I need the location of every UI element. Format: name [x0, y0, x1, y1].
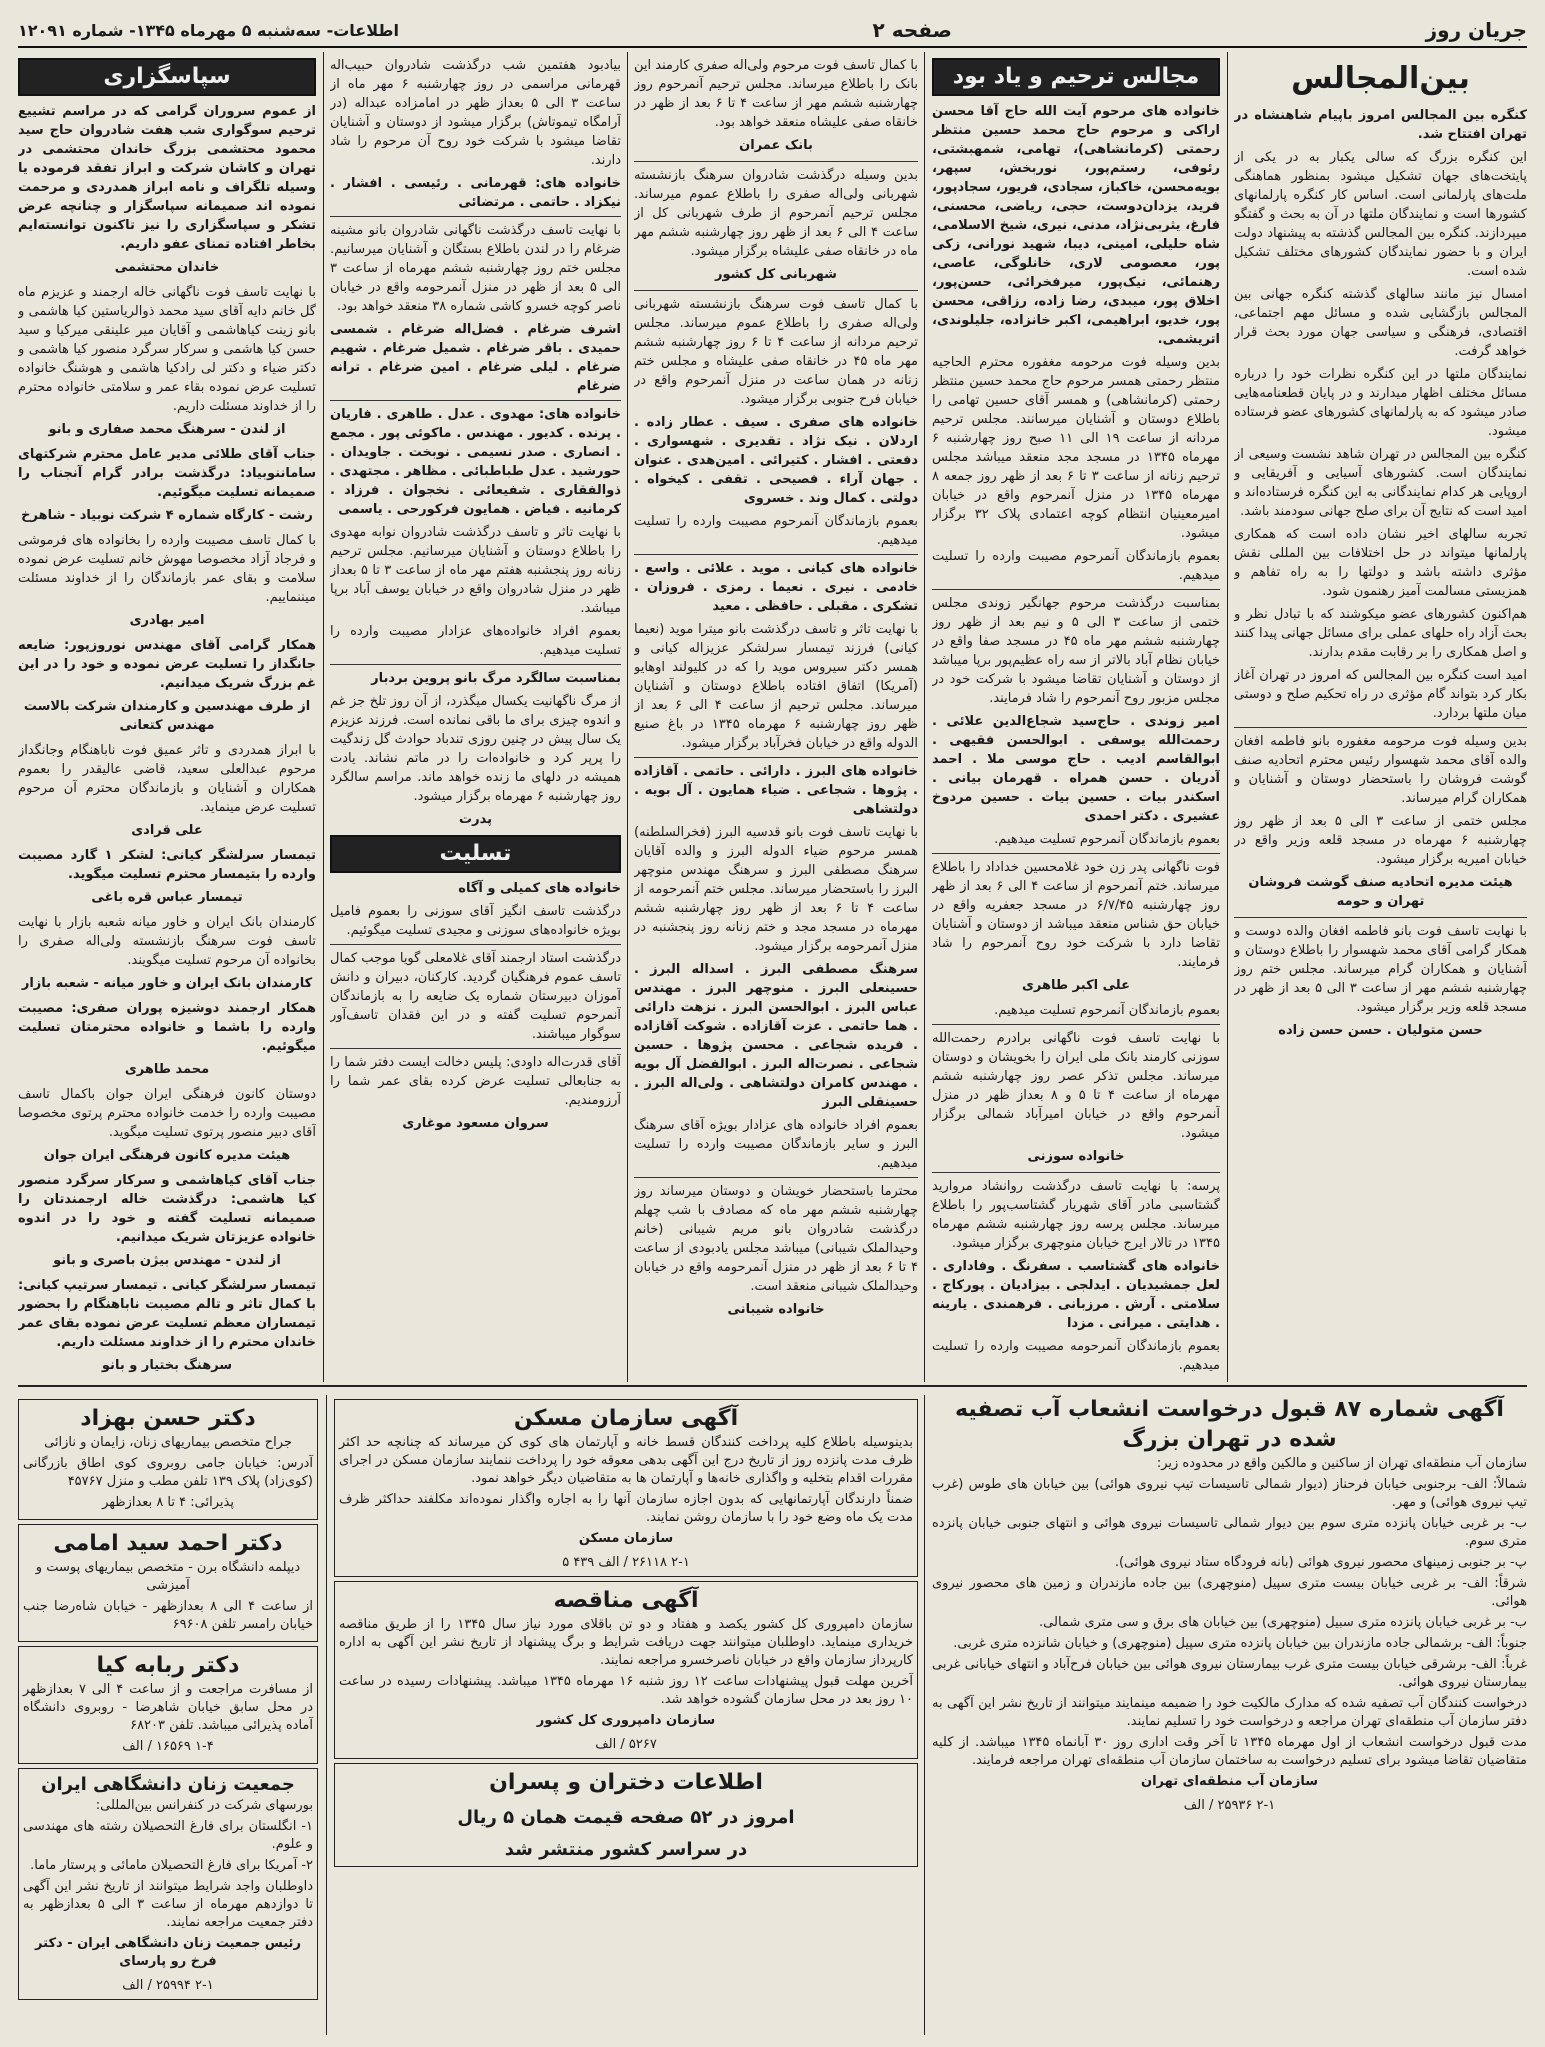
masthead-page-number: صفحه ۲ [872, 18, 952, 42]
ad-code: ۱-۴ ۱۶۵۶۹ / الف [122, 1739, 214, 1754]
ad-paragraph: پذیرائی: ۴ تا ۸ بعدازظهر [102, 1495, 234, 1510]
notice-signature: کارمندان بانک ایران و خاور میانه - شعبه بازار [21, 976, 313, 991]
notice-signature: علی قرادی [131, 823, 203, 838]
divider [330, 944, 621, 945]
notice-names: خانواده های صفری . سیف . عطار زاده . اردلان . نیک نژاد . تقدیری . شهسواری . دفعتی . افشار . کتیرائی . امین‌هدی . عنوان . جهان آراء . فصیحی . تقفی . کیخواه . دولتی . کمال وند . خسروی [634, 415, 918, 506]
divider [330, 664, 621, 665]
notice-paragraph: با نهایت تاثر و تاسف درگذشت شادروان نوابه مهدوی را باطلاع دوستان و آشنایان میرسانیم. مجلس ترحیم زنانه روز پنجشنبه هفتم مهر ماه از ساعت ۳ تا ۵ بعداز ظهر در منزل شادروان واقع در خیابان یوسف آباد برپا میباشد. [330, 525, 621, 616]
notice-names: خانواده های: مهدوی . عدل . طاهری . فاریان . پرنده . کدیور . مهندس . ماکوئی پور . مجمع . انصاری . صدر نسیمی . نوبخت . جاویدان . حورشید . عدل طباطبائی . مظاهر . مجتهدی . ذوالفقاری . شفیعائی . نخجوان . فرزاد . کرمانیه . فیاض . همایون فرکورحی . یاسمی [330, 407, 621, 517]
divider [1234, 727, 1527, 728]
divider [634, 290, 918, 291]
section-title: مجالس ترحیم و یاد بود [932, 58, 1220, 96]
notice-signature: هیئت مدیره اتحادیه صنف گوشت فروشان تهران و حومه [1248, 875, 1513, 909]
notice-signature: امیر بهادری [129, 613, 205, 628]
article-paragraph: این کنگره بزرگ که سالی یکبار به در یکی از پایتخت‌های جهان تشکیل میشود بمنظور هماهنگی ملت‌های پارلمانی است. اساس کار کنگره پارلمانهای کشورها است و نمایندگان ملتها در آن به بحث و گفتگو میپردازند. کنگره بین المجالس گذشته به پیشنهاد دولت ایران و با حضور نمایندگان کشورهای مختلف تشکیل شده است. [1234, 150, 1527, 279]
ad-signature: سازمان مسکن [578, 1531, 674, 1546]
notice-signature: تیمسار عباس قره باغی [91, 890, 243, 905]
notice-names: خانواده های: قهرمانی . رئیسی . افشار . نیکزاد . حاتمی . مرتضائی [330, 176, 621, 210]
divider [932, 589, 1220, 590]
masthead [18, 14, 1527, 48]
notice-paragraph: بعموم افراد خانواده‌های عزادار مصیبت وارده را تسلیت میدهیم. [330, 624, 621, 658]
notice-paragraph: از مرگ ناگهانیت یکسال میگذرد، از آن روز تلخ جز غم و اندوه چیزی برای ما باقی نمانده است. فرزند عزیزم یک سال پیش در چنین روزی تندباد حوادث گل زندگیت را پرپر کرد و خانواده‌ات را در ماتم نشاند. یادت همیشه در دلهای ما زنده خواهد ماند. مراسم سالگرد روز چهارشنبه ۶ مهرماه برگزار میشود. [330, 694, 621, 804]
section-title: سپاسگزاری [18, 58, 316, 96]
notice-paragraph: با نهایت تاثر و تاسف درگذشت بانو میترا موید (نعیما کیانی) فرزند تیمسار سرلشکر عزیزاله کیانی و همسر دکتر سیروس موید را که در کلیولند اوهایو (آمریکا) اتفاق افتاده باطلاع دوستان و آشنایان میرساند. مجلس ترحیم از ساعت ۴ الی ۶ بعد از ظهر روز چهارشنبه ۶ مهرماه ۱۳۴۵ در باغ صنیع الدوله واقع در خیابان فخرآباد برگزار میشود. [634, 622, 918, 751]
notice-paragraph: بعموم بازماندگان آنمرحوم تسلیت میدهیم. [994, 1003, 1220, 1018]
ad-left-column [18, 1395, 318, 2035]
ad-line: امروز در ۵۲ صفحه قیمت همان ۵ ریال [457, 1807, 795, 1828]
notice-paragraph: بدین وسیله درگذشت شادروان سرهنگ بازنشسته شهربانی ولی‌اله صفری را باطلاع عموم میرساند. مجلس ترحیم آنمرحوم از طرف شهربانی کل از ساعت ۴ الی ۶ بعد از ظهر روز چهارشنبه ششم مهر ماه در خانقاه صفی علیشاه برگزار میشود. [634, 168, 918, 259]
ad-doctor-emami [18, 1524, 318, 1642]
notice-paragraph: درگذشت استاد ارجمند آقای غلامعلی گویا موجب کمال تاسف عموم فرهنگیان گردید. کارکنان، دبیران و دانش آموزان دبیرستان شماره یک ضایعه را به بازماندگان آنمرحوم تسلیت گفته و در این فقدان تاسف‌آور سوگوار میباشند. [330, 951, 621, 1042]
notice-paragraph: مجلس ختمی از ساعت ۳ الی ۵ بعد از ظهر روز چهارشنبه ۶ مهرماه در مسجد قلعه وزیر واقع در خیابان امیریه برگزار میشود. [1234, 814, 1527, 867]
ad-etelaat-kids [334, 1763, 918, 1867]
ad-title: آگهی سازمان مسکن [513, 1406, 739, 1431]
divider [932, 1172, 1220, 1173]
notice-paragraph: بعموم افراد خانواده های عزادار بویژه آقای سرهنگ البرز و سایر بازماندگان مصیبت وارده را تسلیت میدهیم. [634, 1118, 918, 1171]
notice-paragraph: با نهایت تاسف فوت بانو قدسیه البرز (فخرالسلطنه) همسر مرحوم ضیاء الدوله البرز و والده آقایان سرهنگ مصطفی البرز و سرهنگ مهندس منوچهر البرز را باستحضار میرساند. مجلس ختم آنمرحومه از ساعت ۴ تا ۶ بعد از ظهر روز چهارشنبه ششم مهرماه در مسجد مجد و ختم زنانه روز پنجشنبه در منزل آنمرحومه برگزار میشود. [634, 825, 918, 954]
ad-paragraph: آخرین مهلت قبول پیشنهادات ساعت ۱۲ روز شنبه ۱۶ مهرماه ۱۳۴۵ میباشد. پیشنهادات رسیده در ساعت ۱۰ روز بعد در محل سازمان گشوده خواهد شد. [339, 1674, 913, 1707]
notice-heading: بمناسبت سالگرد مرگ بانو پروین بردبار [371, 671, 621, 686]
divider [634, 757, 918, 758]
article-paragraph: هم‌اکنون کشورهای عضو میکوشند که با تبادل نظر و بحث آزاد راه حلهای عملی برای مسائل جهانی پیدا کنند و اصل همکاری را بر رقابت مقدم بدارند. [1234, 607, 1527, 660]
notice-signature: از لندن - مهندس بیژن باصری و بانو [53, 1253, 281, 1268]
notice-paragraph: از عموم سروران گرامی که در مراسم تشییع ترحیم سوگواری شب هفت شادروان حاج سید محمود محتشمی بزرگ خاندان محتشمی در تهران و کاشان شرکت و ابراز تفقد فرموده یا وسیله تلگراف و نامه ابراز همدردی و مرحمت نموده اند صمیمانه سپاسگزار و چنانچه عرض تشکر و سپاسگزاری را نیز تاکنون توانسته‌ایم بخاطر افتاده تمنای عفو داریم. [18, 104, 316, 252]
ad-paragraph: از ساعت ۴ الی ۸ بعدازظهر - خیابان شاه‌رضا جنب خیابان رامسر تلفن ۶۹۶۰۸ [23, 1599, 314, 1632]
ad-paragraph: پ- بر جنوبی زمینهای محصور نیروی هوائی (بانه فرودگاه ستاد نیروی هوائی). [1114, 1555, 1527, 1570]
ad-paragraph: درخواست کنندگان آب تصفیه شده که مدارک مالکیت خود را ضمیمه مینمایند میتوانند از تاریخ نشر این آگهی به دفتر سازمان آب منطقه‌ای تهران مراجعه و درخواست خود را تسلیم نمایند. [932, 1696, 1527, 1729]
ad-paragraph: جنوباً: الف- برشمالی جاده مازندران بین خیابان پانزده متری سپیل (منوچهری) و خیابان شانزده متری غربی. [953, 1636, 1527, 1651]
notice-paragraph: بمناسبت درگذشت مرحوم جهانگیر زوندی مجلس ختمی از ساعت ۳ الی ۵ و نیم بعد از ظهر روز چهارشنبه ششم مهر ماه ۴۵ در مسجد صفا واقع در خیابان نظام آباد بالاتر از سه راه عظیم‌پور برپا میباشد از دوستان و آشنایان تقاضا میشود با شرکت خود در مجلس مزبور روح آنمرحوم را شاد فرمایند. [932, 596, 1220, 706]
divider [1234, 917, 1527, 918]
ad-signature: سازمان دامپروری کل کشور [536, 1713, 716, 1728]
notice-signature: خانواده سوزنی [1027, 1149, 1125, 1164]
notice-signature: سروان مسعود موغاری [402, 1116, 549, 1131]
article-paragraph: کنگره بین المجالس در تهران شاهد نشست وسیعی از نمایندگان است. کشورهای آسیایی و آفریقایی و اروپایی هر کدام نمایندگانی به این کنگره فرستاده‌اند و امید است که نتایج آن برای صلح جهانی سودمند باشد. [1234, 447, 1527, 519]
notice-names: سرهنگ مصطفی البرز . اسداله البرز . حسینعلی البرز . منوچهر البرز . مهندس عباس البرز . ابوالحسن البرز . نزهت دارائی . هما حاتمی . عزت آقازاده . شوکت آقازاده . فریده شجاعی . محسن پژوها . حسین شجاعی . نصرت‌اله البرز . ابوالفضل آل بویه . مهندس کامران دولتشاهی . ولی‌اله البرز . حسینقلی البرز [634, 962, 918, 1110]
ad-tender [334, 1581, 918, 1759]
notice-paragraph: بعموم بازماندگان آنمرحوم مصیبت وارده را تسلیت میدهیم. [932, 549, 1220, 583]
divider [634, 554, 918, 555]
article-paragraph: تجربه سالهای اخیر نشان داده است که همکاری پارلمانها میتواند در حل اختلافات بین المللی نقش مؤثری داشته باشد و دولتها را به راه تفاهم و همزیستی مسالمت آمیز رهنمون شود. [1234, 527, 1527, 599]
ad-paragraph: آدرس: خیابان جامی روبروی کوی اطاق بازرگانی (کوی‌زاد) پلاک ۱۳۹ تلفن مطب و منزل ۴۵۷۶۷ [23, 1456, 313, 1489]
notice-paragraph: بدین وسیله فوت مرحومه مغفوره محترم الحاجیه منتظر رحمتی همسر مرحوم حاج محمد حسین منتظر رحمتی (کرمانشاهی) و همسر آقای حسین تهامی را باطلاع دوستان و آشنایان میرسانند. مجلس ترحیم مردانه از ساعت ۱۹ الی ۱۱ صبح روز چهارشنبه ۶ مهرماه ۱۳۴۵ در مسجد مجد منعقد میباشد مجلس ترحیم زنانه از ساعت ۳ تا ۶ بعد از ظهر روز جمعه ۸ مهرماه ۱۳۴۵ در منزل آنمرحوم واقع در خیابان امیرمعینیان انتظام کوچه اعتمادی پلاک ۳۲ برگزار میشود. [932, 355, 1220, 541]
notice-paragraph: فوت ناگهانی پدر زن خود غلامحسین خداداد را باطلاع میرساند. ختم آنمرحوم از ساعت ۴ الی ۶ بعد از ظهر روز چهارشنبه ۶/۷/۴۵ در مسجد جعفریه واقع در خیابان حق شناس منعقد میباشد از دوستان و آشنایان تقاضا دارد با شرکت خود روح آنمرحوم را شاد فرمایند. [932, 860, 1220, 970]
ad-paragraph: غرباً: الف- برشرقی خیابان بیست متری غرب بیمارستان نیروی هوائی بین خیابان فرح‌آباد و انتهای خیابانی غربی بیمارستان نیروی هوائی. [932, 1657, 1527, 1690]
notice-paragraph: دوستان کانون فرهنگی ایران جوان باکمال تاسف مصیبت وارده را خدمت خانواده محترم پرتوی مخصوصا آقای دبیر منصور پرتوی تسلیت میگوید. [18, 1087, 316, 1140]
ad-paragraph: ۱- انگلستان برای فارغ التحصیلان رشته های مهندسی و علوم. [23, 1819, 313, 1852]
ad-paragraph: مدت قبول درخواست انشعاب از اول مهرماه ۱۳۴۵ تا آخر وقت اداری روز ۳۰ آبانماه ۱۳۴۵ میباشد. از کلیه متقاضیان تقاضا میشود برای تسلیم درخواست به ساختمان سازمان آب منطقه‌ای تهران مراجعه فرمایند. [932, 1735, 1527, 1768]
notice-signature: از لندن - سرهنگ محمد صفاری و بانو [48, 422, 286, 437]
ad-title: آگهی شماره ۸۷ قبول درخواست انشعاب آب تصفیه شده در تهران بزرگ [955, 1397, 1504, 1452]
notice-signature: سرهنگ بختیار و بانو [101, 1358, 233, 1373]
masthead-issue: اطلاعات- سه‌شنبه ۵ مهرماه ۱۳۴۵- شماره ۱۲۰۹۱ [18, 20, 399, 40]
ad-paragraph: ضمناً دارندگان آپارتمانهایی که بدون اجازه سازمان آنها را به اجاره واگذار نموده‌اند مکلفند حداکثر ظرف مدت یک ماه وضع خود را با سازمان روشن نمایند. [339, 1492, 913, 1525]
ad-doctor-kia [18, 1646, 318, 1764]
divider [634, 1177, 918, 1178]
ad-code: ۲-۱ ۲۵۹۹۴ / الف [122, 1978, 214, 1993]
ad-code: ۲-۱ ۲۵۹۳۶ / الف [1183, 1798, 1276, 1813]
notice-signature: شهربانی کل کشور [715, 267, 837, 282]
ad-paragraph: شمالاً: الف- برجنوبی خیابان فرحناز (دیوار شمالی تاسیسات تیپ نیروی هوائی) بین خیابان های طوس (غرب تیپ نیروی هوائی) و مهر. [932, 1477, 1527, 1510]
notice-paragraph: بعموم بازماندگان آنمرحوم مصیبت وارده را تسلیت میدهیم. [634, 514, 918, 548]
ad-university-women [18, 1768, 318, 2000]
notice-paragraph: با نهایت تاسف فوت ناگهانی برادرم رحمت‌الله سوزنی کارمند بانک ملی ایران را بخویشان و دوستان میرساند. مجلس تذکر عصر روز چهارشنبه ششم مهرماه از ساعت ۴ تا ۵ و ۸ بعداز ظهر در منزل آنمرحوم واقع در خیابان امیرآباد شمالی برگزار میشود. [932, 1031, 1220, 1141]
notice-paragraph: همکار گرامی آقای مهندس نوروزپور: ضایعه جانگداز را تسلیت عرض نموده و خود را در این غم بزرگ شریک میدانیم. [18, 638, 316, 691]
divider [932, 1024, 1220, 1025]
ad-code: ۲-۱ ۲۶۱۱۸ / الف ۴۳۹ ۵ [562, 1555, 690, 1570]
ad-water-authority [932, 1395, 1527, 2035]
notice-signature: رشت - کارگاه شماره ۴ شرکت نوبیاد - شاهرخ [21, 508, 313, 523]
notice-paragraph: بعموم بازماندگان آنمرحوم تسلیت میدهیم. [994, 832, 1220, 847]
notice-paragraph: با ابراز همدردی و تاثر عمیق فوت ناباهنگام وجانگداز مرحوم عبدالعلی سعید، قاضی عالیقدر را بعموم همکاران و آشنایان و بازماندگان محترم آن مرحوم تسلیت عرض مینماید. [18, 743, 316, 815]
column-memorials [932, 56, 1220, 1381]
ad-paragraph: ب- بر غربی خیابان پانزده متری سبیل (منوچهری) بین خیابان های برق و سی متری شمالی. [1039, 1615, 1527, 1630]
column-rule [1227, 52, 1228, 1382]
notice-signature: پدرت [459, 812, 492, 827]
notice-names: خانواده های کمیلی و آگاه [458, 881, 621, 896]
column-rule [924, 1395, 925, 2035]
ad-paragraph: بدینوسیله باطلاع کلیه پرداخت کنندگان قسط خانه و آپارتمان های کوی کن میرساند که چنانچه حد اکثر ظرف مدت پانزده روز از تاریخ درج این آگهی بدهی معوقه خود را پرداخت ننمایند سازمان مسکن در اجرای مقررات اقدام بتخلیه و واگذاری خانه‌ها و آپارتمان ها به متقاضیان دیگر خواهد نمود. [339, 1435, 913, 1486]
ad-paragraph: از مسافرت مراجعت و از ساعت ۴ الی ۷ بعدازظهر در محل سابق خیابان شاهرضا - روبروی دانشگاه آماده پذیرائی میباشد. تلفن ۶۸۲۰۳ [23, 1682, 313, 1733]
ad-paragraph: دیپلمه دانشگاه برن - متخصص بیماریهای پوست و آمیزشی [35, 1560, 301, 1593]
notice-paragraph: پرسه: با نهایت تاسف درگذشت روانشاد مروارید گشتاسبی مادر آقای شهریار گشتاسب‌پور را باطلاع میرساند. مجلس پرسه روز چهارشنبه ششم مهرماه ۱۳۴۵ در تالار ایرج خیابان منوچهری برگزار میشود. [932, 1179, 1220, 1251]
ad-title: دکتر ربابه کیا [96, 1653, 240, 1678]
notice-names: خانواده های کیانی . موید . علائی . واسع . خادمی . نیری . نعیما . رمزی . فروزان . تشکری . مقبلی . حافظی . معید [634, 561, 918, 614]
ad-middle-column [334, 1395, 918, 2035]
notice-paragraph: جناب آقای طلائی مدیر عامل محترم شرکتهای ساماننوبیاد: درگذشت برادر گرام آنجناب را صمیمانه تسلیت میگوئیم. [18, 447, 316, 500]
notice-paragraph: درگذشت تاسف انگیز آقای سوزنی را بعموم فامیل بویژه خانواده‌های سوزنی و مجیدی تسلیت میگوئیم. [330, 904, 621, 938]
ad-paragraph: جراح متخصص بیماریهای زنان، زایمان و نازائی [44, 1435, 292, 1450]
notice-paragraph: تیمسار سرلشگر کیانی: لشکر ۱ گارد مصیبت وارده را بتیمسار محترم تسلیت میگوید. [18, 848, 316, 882]
divider [330, 1048, 621, 1049]
ad-paragraph: بورسهای شرکت در کنفرانس بین‌المللی: [95, 1798, 313, 1813]
masthead-section: جریان روز [1425, 18, 1527, 42]
notice-signature: خانواده شیبانی [727, 1302, 825, 1317]
notice-paragraph: همکار ارجمند دوشیزه پوران صفری: مصیبت وارده را باشما و خانواده محترمتان تسلیت میگوئیم. [18, 1001, 316, 1054]
ad-code: ۵۲۶۷ / الف [595, 1737, 657, 1752]
ad-paragraph: داوطلبان واجد شرایط میتوانند از تاریخ نشر این آگهی تا دوازدهم مهرماه از ساعت ۳ الی ۵ بعدازظهر به دفتر جمعیت مراجعه نمایند. [23, 1879, 314, 1930]
article-paragraph: نمایندگان ملتها در این کنگره نظرات خود را درباره مسائل مختلف اظهار میدارند و در پایان قطعنامه‌هایی صادر میشود که به پارلمانهای کشورهای عضو فرستاده میشود. [1234, 367, 1527, 439]
notice-paragraph: بیادبود هفتمین شب درگذشت شادروان حبیب‌اله قهرمانی مراسمی در روز چهارشنبه ۶ مهر ماه از ساعت ۳ الی ۵ بعداز ظهر در امامزاده عبداله (در آرامگاه تیموتاش) برگزار میشود از دوستان و آشنایان تقاضا میشود با شرکت خود روح آن مرحوم را شاد دارند. [330, 58, 621, 168]
ad-doctor-behzad [18, 1399, 318, 1520]
notice-paragraph: تیمسار سرلشگر کیانی . تیمسار سرتیپ کیانی: با کمال تاثر و تالم مصیبت ناباهنگام را بحضور تیمساران معظم تسلیت عرض نموده بقای عمر خاندان محترم را از خداوند مسئلت داریم. [18, 1278, 316, 1350]
ad-title: اطلاعات دختران و پسران [489, 1770, 763, 1795]
column-thanks [18, 56, 316, 1381]
ad-line: در سراسر کشور منتشر شد [504, 1839, 748, 1860]
column-memorials-2 [634, 56, 918, 1381]
notice-signature: از طرف مهندسین و کارمندان شرکت بالاست مهندس کتعانی [23, 699, 311, 733]
notice-signature: حسن متولیان . حسن حسن زاده [1278, 1023, 1483, 1038]
divider [330, 216, 621, 217]
ad-housing [334, 1399, 918, 1577]
column-inter-parliamentary [1234, 56, 1527, 1381]
notice-paragraph: بدین وسیله فوت مرحومه مغفوره بانو فاطمه افغان والده آقای محمد شهسوار رئیس محترم اتحادیه صنف گوشت فروشان را باستحضار دوستان و آشنایان و همکاران گرام میرساند. [1234, 734, 1527, 806]
ad-paragraph: شرقاً: الف- بر غربی خیابان بیست متری سپیل (منوچهری) بین جاده مازندران و زمین های محصور نیروی هوائی. [932, 1576, 1527, 1609]
notice-paragraph: محترما باستحضار خویشان و دوستان میرساند روز چهارشنبه ششم مهر ماه که مصادف با شب چهلم درگذشت شادروان بانو مریم شیبانی (خانم وحیدالملک شیبانی) میباشد مجلس یادبودی از ساعت ۴ تا ۶ بعد از ظهر در منزل آنمرحومه واقع در خیابان وحیدالملک شیبانی منعقد است. [634, 1184, 918, 1294]
column-rule [627, 52, 628, 1382]
notice-paragraph: با کمال تاسف فوت سرهنگ بازنشسته شهربانی ولی‌اله صفری را باطلاع عموم میرساند. مجلس ترحیم مردانه از ساعت ۴ تا ۶ روز چهارشنبه ششم مهر ماه ۴۵ در خانقاه صفی علیشاه و مجلس ختم زنانه در همان ساعت در منزل آنمرحوم واقع در خیابان فرح جنوبی برگزار میشود. [634, 297, 918, 407]
article-paragraph: امید است کنگره بین المجالس که امروز در تهران آغاز بکار کرد بتواند گام مؤثری در راه تحکیم صلح و دوستی میان ملتها بردارد. [1234, 668, 1527, 721]
section-rule [18, 1385, 1527, 1387]
notice-names: اشرف ضرغام . فضل‌اله ضرغام . شمسی حمیدی . باقر ضرغام . شمیل ضرغام . شهیم ضرغام . لیلی ضرغام . امین ضرغام . ترانه ضرغام [330, 322, 621, 394]
notice-signature: بانک عمران [739, 138, 813, 153]
ad-title: دکتر حسن بهزاد [80, 1406, 256, 1431]
notice-paragraph: بعموم بازماندگان آنمرحومه مصیبت وارده را تسلیت میدهیم. [932, 1339, 1220, 1373]
ad-signature: سازمان آب منطقه‌ای تهران [1140, 1774, 1318, 1789]
notice-signature: خاندان محتشمی [114, 260, 220, 275]
notice-paragraph: با نهایت تاسف درگذشت ناگهانی شادروان بانو مشینه ضرغام را در لندن باطلاع بستگان و آشنایان میرسانیم. مجلس ختم روز چهارشنبه ششم مهرماه از ساعت ۳ الی ۵ بعد از ظهر در منزل آنمرحومه واقع در خیابان ناصر کوچه خسرو کاشی شماره ۳۸ منعقد خواهد بود. [330, 223, 621, 314]
column-rule [326, 1395, 327, 2035]
column-rule [323, 52, 324, 1382]
ad-paragraph: ب- بر غربی خیابان پانزده متری سوم بین دیوار شمالی تاسیسات نیروی هوائی و انتهای جنوبی خیابان پانزده متری سوم. [932, 1516, 1527, 1549]
article-title: بین‌المجالس [1291, 61, 1470, 96]
column-memorials-3 [330, 56, 621, 1381]
notice-paragraph: کارمندان بانک ایران و خاور میانه شعبه بازار با نهایت تاسف فوت سرهنگ بازنشسته ولی‌اله صفری را بخانواده آن مرحوم تسلیت میگویند. [18, 915, 316, 968]
ad-title: جمعیت زنان دانشگاهی ایران [41, 1774, 295, 1795]
notice-paragraph: با نهایت تاسف فوت بانو فاطمه افغان والده دوست و همکار گرامی آقای محمد شهسوار را باطلاع دوستان و آشنایان و همکاران گرام میرساند. مجلس ختم روز چهارشنبه ششم مهر از ساعت ۳ الی ۵ بعد از ظهر در مسجد قلعه وزیر برگزار میشود. [1234, 924, 1527, 1015]
ad-paragraph: سازمان دامپروری کل کشور یکصد و هفتاد و دو تن باقلای مورد نیاز سال ۱۳۴۵ را از طریق مناقصه خریداری مینماید. داوطلبان میتوانند جهت دریافت شرایط و برگ پیشنهاد از تاریخ نشر این آگهی به اداره کارپرداز سازمان واقع در خیابان ناصرخسرو مراجعه نمایند. [339, 1617, 914, 1668]
notice-names: خانواده های البرز . دارائی . حاتمی . آقازاده . پژوها . شجاعی . ضیاء همایون . آل بویه . دولتشاهی [634, 764, 918, 817]
notice-signature: محمد طاهری [124, 1062, 210, 1077]
divider [330, 400, 621, 401]
column-rule [924, 52, 925, 1382]
ad-signature: رئیس جمعیت زنان دانشگاهی ایران - دکتر فرخ رو پارسای [35, 1936, 301, 1969]
article-paragraph: امسال نیز مانند سالهای گذشته کنگره جهانی بین المجالس بازگشایی شده و مسائل مهم اجتماعی، اقتصادی، فرهنگی و سیاسی جهان مورد بحث قرار خواهد گرفت. [1234, 287, 1527, 359]
notice-signature: هیئت مدیره کانون فرهنگی ایران جوان [43, 1148, 291, 1163]
section-title: تسلیت [330, 835, 621, 873]
article-paragraph: کنگره بین المجالس امروز باپیام شاهنشاه در تهران افتتاح شد. [1234, 108, 1527, 142]
notice-paragraph: با نهایت تاسف فوت ناگهانی خاله ارجمند و عزیزم ماه گل خانم دایه آقای سید محمد ذوالریاستین کیا هاشمی و بانو زینت کیاهاشمی و آقایان میر علینقی میرکیا و سید حسن کیا هاشمی و سرکار سرگرد منصور کیا هاشمی و دکتر ضیاء و دکتر لی رادکیا هاشمی و هوشنگ خانواده تسلیت عرض نموده بقاء عمر و سلامتی خانواده محترم را از خداوند مسئلت داریم. [18, 285, 316, 414]
ad-paragraph: ۲- آمریکا برای فارغ التحصیلان مامائی و پرستار ماما. [30, 1858, 313, 1873]
notice-paragraph: با کمال تاسف فوت مرحوم ولی‌اله صفری کارمند این بانک را باطلاع میرساند. مجلس ترحیم آنمرحوم روز چهارشنبه ششم مهر از ساعت ۴ تا ۶ بعد از ظهر در خانقاه صفی علیشاه منعقد خواهد بود. [634, 58, 918, 130]
notice-paragraph: خانواده های مرحوم آیت الله حاج آقا محسن اراکی و مرحوم حاج محمد حسین منتظر رحمتی (کرمانشاهی)، تهامی، شمهبشتی، رئوفی، رستم‌پور، نوربخش، سپهر، بویه‌محسن، خاکباز، سجادی، فریور، سجادپور، فرید، یزدان‌دوست، حجی، ریاضی، محسنی، فارغ، یثربی‌نژاد، مدنی، نیری، شیخ الاسلامی، شاه حلیلی، امینی، دیبا، شهید نورانی، زکی پور، معصومی لاری، خانلوگی، عاصی، رهنمائی، نیک‌پور، میرفخرائی، حسن‌پور، اخلاق پور، میبدی، رضا زاده، رزاقی، محسن پور، خدیو، ابراهیمی، اکبر خانزاده، جلیلوندی، اتریشمی. [932, 104, 1220, 347]
notice-signature: علی اکبر طاهری [1022, 978, 1130, 993]
notice-paragraph: آقای قدرت‌اله داودی: پلیس دخالت ایست دفتر شما را به جنابعالی تسلیت عرض کرده بقای عمر شما را آرزومندیم. [330, 1055, 621, 1108]
divider [932, 853, 1220, 854]
ad-title: دکتر احمد سید امامی [53, 1531, 283, 1556]
notice-names: امیر زوندی . حاج‌سید شجاع‌الدین علائی . رحمت‌الله یوسفی . ابوالحسن فقیهی . ابوالقاسم ادیب . حاج موسی ملا . احمد آدریان . حسن همراه . قهرمان بیانی . اسکندر بیات . حسین بیات . حسین مردوخ عشیری . دکتر احمدی [932, 714, 1220, 824]
divider [634, 161, 918, 162]
ad-paragraph: سازمان آب منطقه‌ای تهران از ساکنین و مالکین واقع در محدوده زیر: [1156, 1456, 1527, 1471]
notice-paragraph: با کمال تاسف مصیبت وارده را بخانواده های فرموشی و فرجاد آزاد مخصوصا مهوش خانم تسلیت عرض نموده سلامت و بقای عمر بازماندگان را از خداوند مسئلت میننماییم. [18, 533, 316, 605]
ad-title: آگهی مناقصه [553, 1588, 699, 1613]
notice-names: خانواده های گشتاسب . سفرنگ . وفاداری . لعل جمشیدیان . ایدلجی . بیزادیان . پورکاج . سلامتی . آرش . مرزبانی . فرهمندی . یارینه . هدایتی . میرانی . مزدا [932, 1259, 1220, 1331]
notice-paragraph: جناب آقای کیاهاشمی و سرکار سرگرد منصور کیا هاشمی: درگذشت خاله ارجمندتان را صمیمانه تسلیت گفته و خود را در اندوه خانواده عزیزتان شریک میدانیم. [18, 1173, 316, 1245]
